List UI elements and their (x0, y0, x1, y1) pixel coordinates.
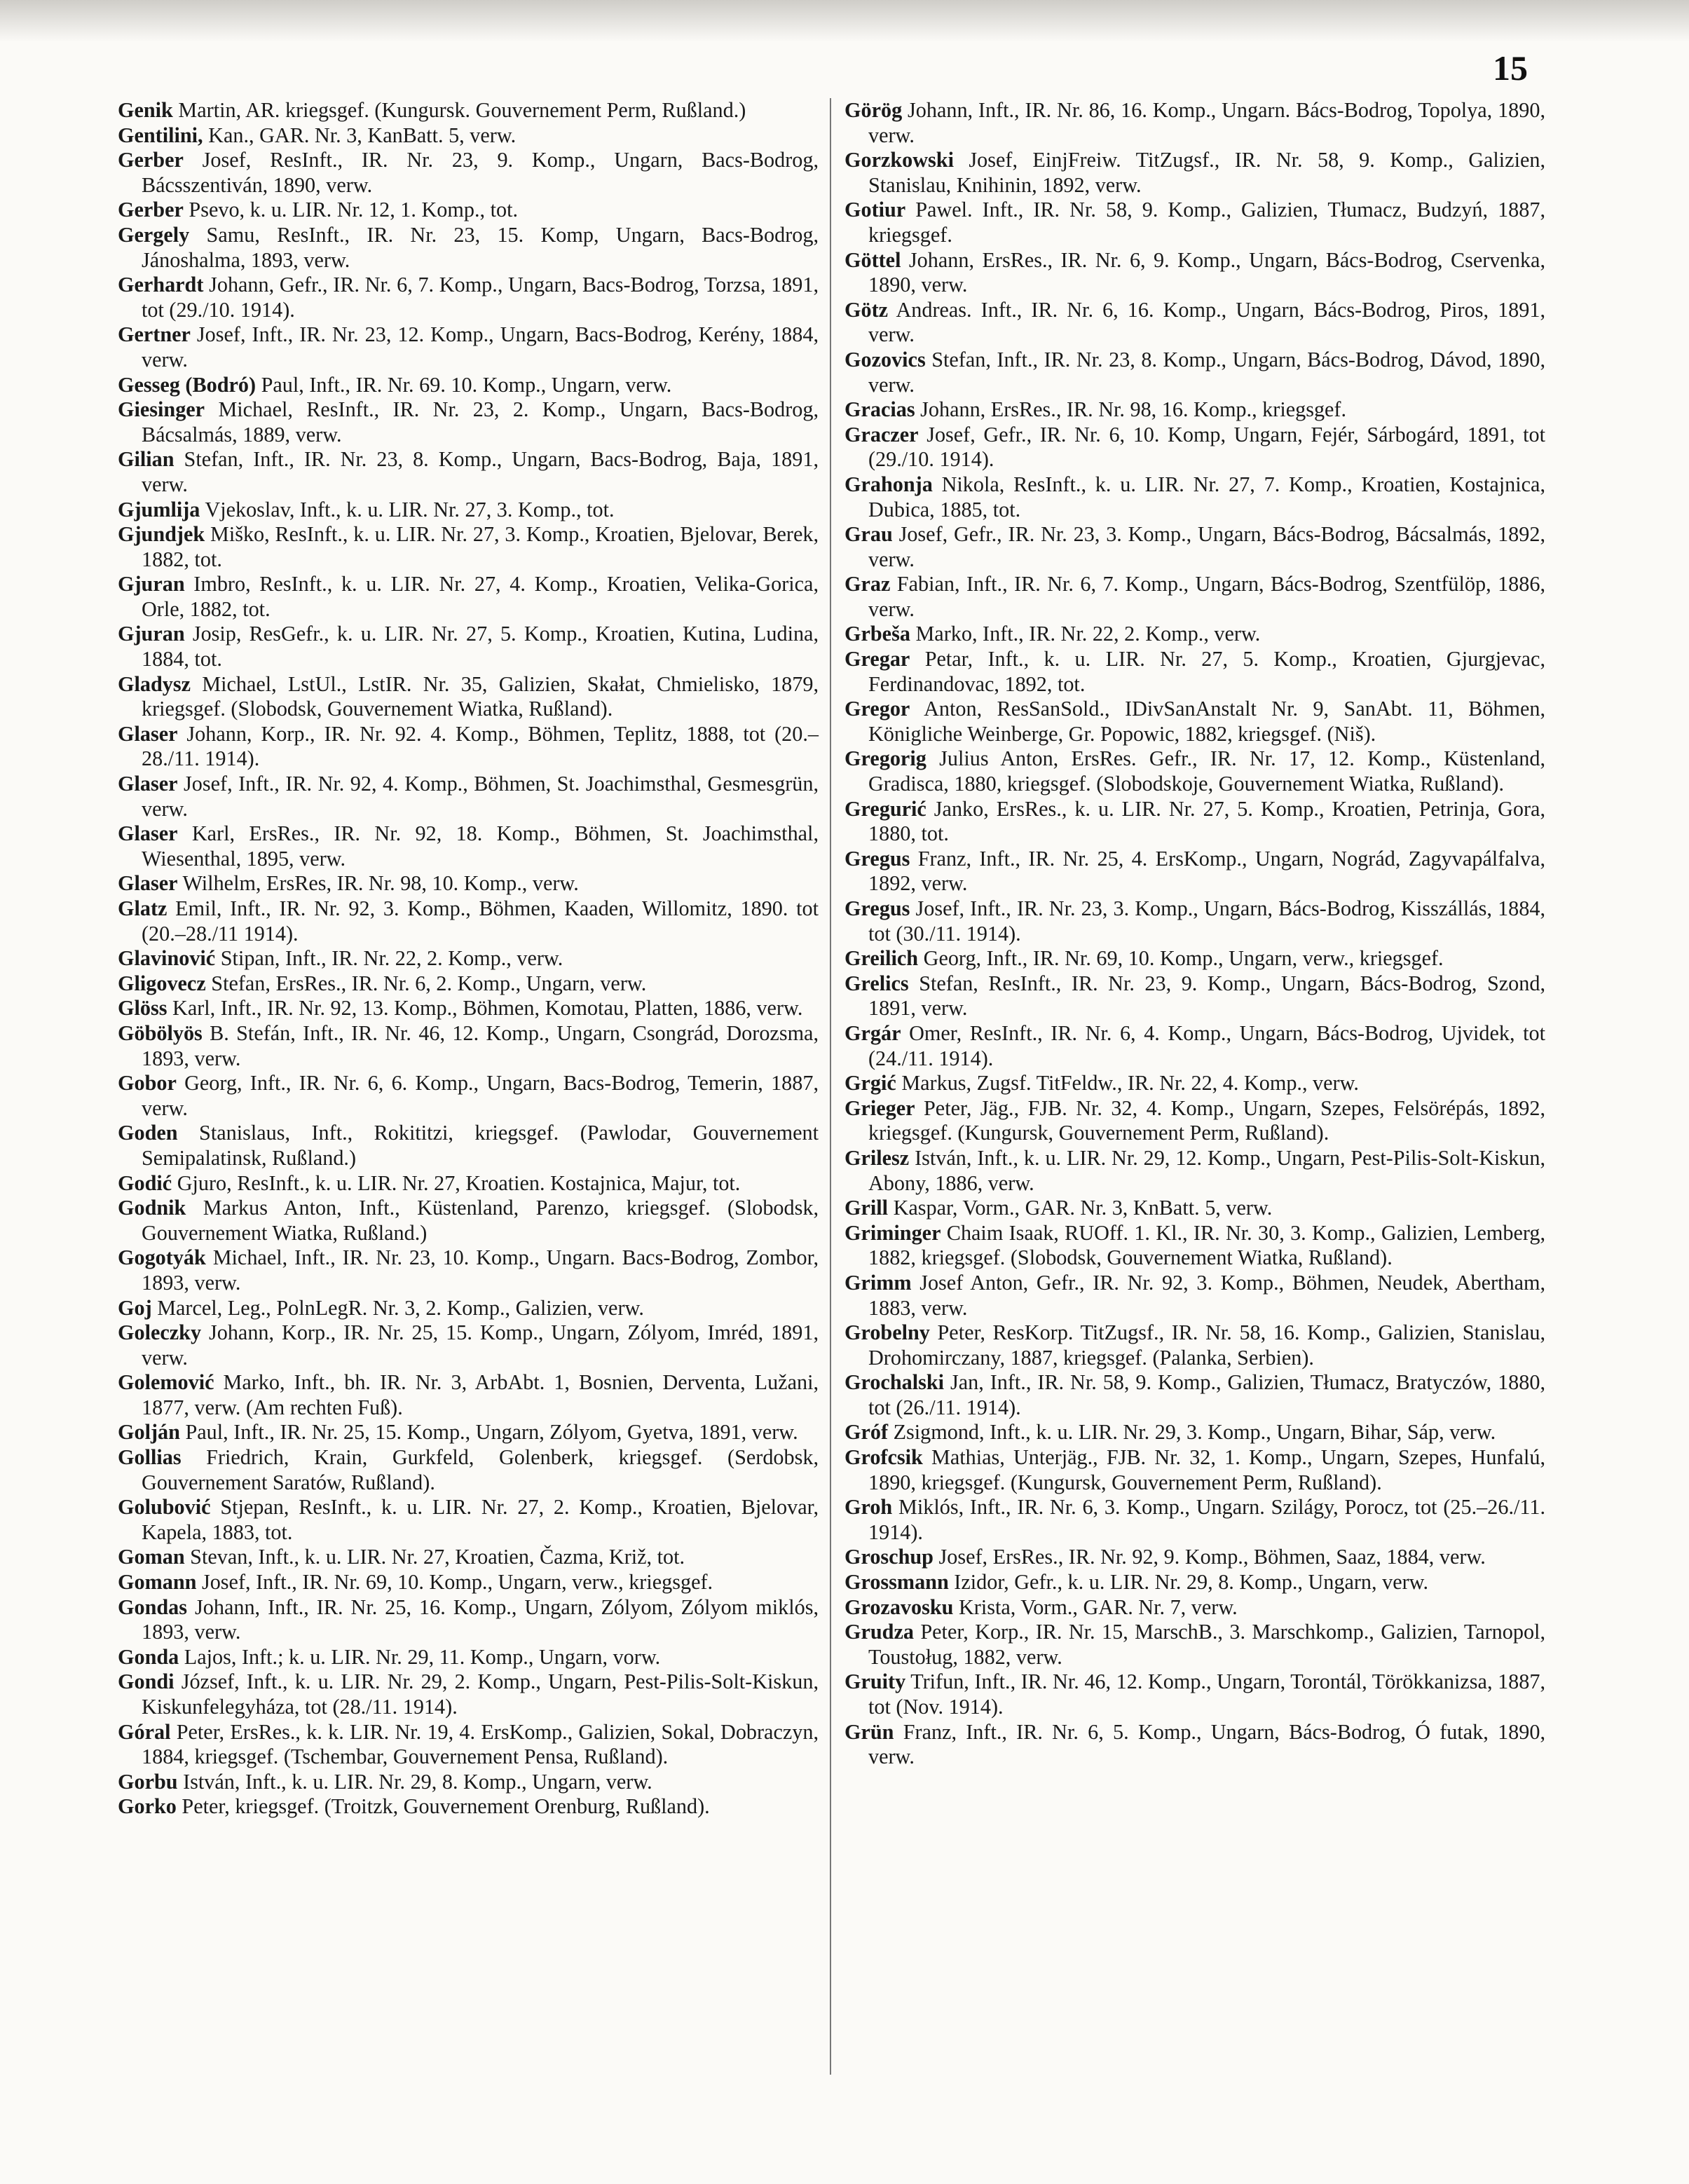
entry (118, 1121, 819, 1171)
entry-text: Kaspar, Vorm., GAR. Nr. 3, KnBatt. 5, verw. (888, 1196, 1273, 1220)
entry-text: Stevan, Inft., k. u. LIR. Nr. 27, Kroatien, Čazma, Križ, tot. (184, 1545, 685, 1569)
entry-text: Stefan, ResInft., IR. Nr. 23, 9. Komp., Ungarn, Bács-Bodrog, Szond, 1891, verw. (868, 971, 1545, 1021)
entry (118, 1770, 819, 1795)
entry-name: Glatz (118, 896, 167, 920)
entry-text: Chaim Isaak, RUOff. 1. Kl., IR. Nr. 30, 3. Komp., Galizien, Lemberg, 1882, kriegsgef. (Slobodsk, Gouvernement Wiatka, Rußland). (868, 1220, 1545, 1270)
entry (844, 472, 1545, 522)
entry (118, 148, 819, 198)
entry-name: Gladysz (118, 671, 191, 696)
entry (118, 1670, 819, 1719)
entry-text: Marko, Inft., IR. Nr. 22, 2. Komp., verw. (910, 622, 1261, 646)
entry-text: Fabian, Inft., IR. Nr. 6, 7. Komp., Ungarn, Bács-Bodrog, Szentfülöp, 1886, verw. (868, 572, 1545, 621)
entry (844, 1320, 1545, 1370)
entry (118, 996, 819, 1021)
entry (118, 1495, 819, 1545)
entry (844, 797, 1545, 847)
entry-name: Gondas (118, 1595, 187, 1619)
entry (844, 1021, 1545, 1071)
entry-name: Gjundjek (118, 522, 205, 547)
entry-text: Josef, Inft., IR. Nr. 92, 4. Komp., Böhmen, St. Joachimsthal, Gesmesgrün, verw. (142, 772, 819, 821)
entry-name: Gregus (844, 896, 910, 920)
entry-text: Johann, ErsRes., IR. Nr. 6, 9. Komp., Ungarn, Bács-Bodrog, Cservenka, 1890, verw. (868, 247, 1545, 297)
entry-text: Josef, Inft., IR. Nr. 23, 12. Komp., Ungarn, Bacs-Bodrog, Kerény, 1884, verw. (142, 322, 819, 371)
entry-name: Grossmann (844, 1570, 949, 1595)
entry (118, 322, 819, 372)
entry (118, 373, 819, 398)
entry-name: Gozovics (844, 347, 926, 371)
entry (844, 1595, 1545, 1620)
entry-text: Markus, Zugsf. TitFeldw., IR. Nr. 22, 4. Komp., verw. (896, 1071, 1359, 1096)
entry-name: Göbölyös (118, 1021, 203, 1045)
entry-text: Michael, ResInft., IR. Nr. 23, 2. Komp., Ungarn, Bacs-Bodrog, Bácsalmás, 1889, verw. (142, 397, 819, 446)
entry (844, 348, 1545, 397)
entry-name: Gregurić (844, 796, 926, 821)
entry (118, 1794, 819, 1820)
entry-text: Omer, ResInft., IR. Nr. 6, 4. Komp., Ungarn, Bács-Bodrog, Ujvidek, tot (24./11. 1914). (868, 1021, 1545, 1070)
entry-text: Georg, Inft., IR. Nr. 69, 10. Komp., Ungarn, verw., kriegsgef. (918, 946, 1444, 971)
entry (844, 423, 1545, 472)
entry-name: Gracias (844, 397, 915, 422)
entry-text: Peter, ResKorp. TitZugsf., IR. Nr. 58, 16. Komp., Galizien, Stanislau, Drohomirczany, 1887, kriegsgef. (Palanka, Serbien). (868, 1320, 1545, 1370)
entry-name: Groh (844, 1495, 893, 1520)
entry-name: Gollias (118, 1445, 182, 1470)
entry-name: Grobelny (844, 1320, 930, 1345)
entry-text: Johann, ErsRes., IR. Nr. 98, 16. Komp., kriegsgef. (915, 397, 1347, 422)
entry-name: Glaser (118, 721, 178, 746)
entry-name: Gregorig (844, 746, 926, 771)
entry-text: B. Stefán, Inft., IR. Nr. 46, 12. Komp., Ungarn, Csongrád, Dorozsma, 1893, verw. (142, 1021, 819, 1070)
entry (844, 1196, 1545, 1221)
entry-text: István, Inft., k. u. LIR. Nr. 29, 12. Komp., Ungarn, Pest-Pilis-Solt-Kiskun, Abony, 1886, verw. (868, 1145, 1545, 1195)
entry-name: Göttel (844, 247, 901, 272)
entry-name: Gregar (844, 647, 910, 671)
entry (844, 697, 1545, 746)
entry-name: Gjuran (118, 622, 185, 646)
entry (844, 1445, 1545, 1495)
entry (844, 1570, 1545, 1595)
entry-name: Gerber (118, 198, 184, 222)
entry-text: Stefan, Inft., IR. Nr. 23, 8. Komp., Ungarn, Bacs-Bodrog, Baja, 1891, verw. (142, 447, 819, 496)
entry-name: Glavinović (118, 946, 216, 971)
entry-name: Gorbu (118, 1769, 178, 1794)
entry-name: Goleczky (118, 1320, 202, 1345)
entry-text: Petar, Inft., k. u. LIR. Nr. 27, 5. Komp., Kroatien, Gjurgjevac, Ferdinandovac, 1892, tot. (868, 647, 1545, 696)
entry-text: Josef, ResInft., IR. Nr. 23, 9. Komp., Ungarn, Bacs-Bodrog, Bácsszentiván, 1890, verw. (142, 148, 819, 197)
entry-text: Stanislaus, Inft., Rokititzi, kriegsgef. (Pawlodar, Gouvernement Semipalatinsk, Rußland.) (142, 1121, 819, 1170)
page-number: 15 (1493, 48, 1528, 88)
entry-text: Friedrich, Krain, Gurkfeld, Golenberk, kriegsgef. (Serdobsk, Gouvernement Saratów, Rußland). (142, 1445, 819, 1494)
entry-name: Gotiur (844, 198, 906, 222)
entry (118, 672, 819, 722)
entry-name: Griminger (844, 1220, 941, 1245)
entry-text: Julius Anton, ErsRes. Gefr., IR. Nr. 17, 12. Komp., Küstenland, Gradisca, 1880, kriegsgef. (Slobodskoje, Gouvernement Wiatka, Rußland). (868, 746, 1545, 796)
entry-text: Stefan, ErsRes., IR. Nr. 6, 2. Komp., Ungarn, verw. (205, 971, 647, 995)
entry-text: Josip, ResGefr., k. u. LIR. Nr. 27, 5. Komp., Kroatien, Kutina, Ludina, 1884, tot. (142, 622, 819, 671)
entry (118, 273, 819, 322)
entry-text: Josef, ErsRes., IR. Nr. 92, 9. Komp., Böhmen, Saaz, 1884, verw. (933, 1545, 1486, 1569)
entry-text: Psevo, k. u. LIR. Nr. 12, 1. Komp., tot. (183, 198, 519, 222)
entry (118, 1420, 819, 1445)
entry-text: Martin, AR. kriegsgef. (Kungursk. Gouvernement Perm, Rußland.) (172, 98, 746, 122)
entry (118, 896, 819, 946)
entry (118, 722, 819, 772)
entry-name: Grilesz (844, 1145, 910, 1170)
entry-name: Goden (118, 1121, 178, 1145)
entry-name: Gobor (118, 1071, 177, 1096)
entry-name: Genik (118, 98, 173, 122)
entry (118, 622, 819, 671)
entry (844, 198, 1545, 247)
entry-text: Janko, ErsRes., k. u. LIR. Nr. 27, 5. Komp., Kroatien, Petrinja, Gora, 1880, tot. (868, 796, 1545, 846)
entry-text: Mathias, Unterjäg., FJB. Nr. 32, 1. Komp., Ungarn, Szepes, Hunfalú, 1890, kriegsgef. (Kungursk, Gouvernement Perm, Rußland). (868, 1445, 1545, 1494)
entry (118, 223, 819, 273)
entry-name: Grahonja (844, 472, 933, 496)
entry-name: Grieger (844, 1096, 915, 1120)
entry-name: Godnik (118, 1196, 186, 1220)
entry (844, 1420, 1545, 1445)
entry (844, 248, 1545, 298)
entry-name: Gorzkowski (844, 148, 954, 172)
entry-text: Josef, Inft., IR. Nr. 69, 10. Komp., Ungarn, verw., kriegsgef. (196, 1570, 713, 1595)
entry-text: Josef, Gefr., IR. Nr. 23, 3. Komp., Ungarn, Bács-Bodrog, Bácsalmás, 1892, verw. (868, 522, 1545, 571)
entry-name: Gerber (118, 148, 184, 172)
entry (844, 971, 1545, 1021)
entry-text: Pawel. Inft., IR. Nr. 58, 9. Komp., Galizien, Tłumacz, Budzyń, 1887, kriegsgef. (868, 198, 1545, 247)
entry (118, 1171, 819, 1196)
entry-name: Grozavosku (844, 1595, 954, 1619)
entry-name: Grelics (844, 971, 909, 995)
entry (118, 1595, 819, 1645)
entry-name: Góral (118, 1719, 171, 1744)
entry-text: Johann, Korp., IR. Nr. 92. 4. Komp., Böhmen, Teplitz, 1888, tot (20.–28./11. 1914). (142, 721, 819, 771)
entry-name: Grochalski (844, 1370, 945, 1395)
entry (844, 1096, 1545, 1146)
entry-name: Goman (118, 1545, 185, 1569)
entry (118, 198, 819, 223)
entry (844, 1071, 1545, 1096)
entry (118, 1245, 819, 1295)
entry-name: Gruity (844, 1670, 906, 1694)
entry-name: Groschup (844, 1545, 934, 1569)
entry-name: Grill (844, 1196, 889, 1220)
entry-name: Gonda (118, 1644, 179, 1669)
entry (118, 522, 819, 572)
entry-name: Goj (118, 1295, 152, 1320)
entry-text: Josef, Inft., IR. Nr. 23, 3. Komp., Ungarn, Bács-Bodrog, Kisszállás, 1884, tot (30./11. 1914). (868, 896, 1545, 946)
entry-text: Peter, ErsRes., k. k. LIR. Nr. 19, 4. ErsKomp., Galizien, Sokal, Dobraczyn, 1884, kriegsgef. (Tschembar, Gouvernement Pensa, Rußland). (142, 1719, 819, 1769)
entry (844, 572, 1545, 622)
entry (118, 772, 819, 821)
entry-text: Krista, Vorm., GAR. Nr. 7, verw. (953, 1595, 1238, 1619)
entry-text: Kan., GAR. Nr. 3, KanBatt. 5, verw. (203, 123, 517, 147)
entry-name: Gregor (844, 697, 910, 721)
entry-text: Peter, Jäg., FJB. Nr. 32, 4. Komp., Ungarn, Szepes, Felsörépás, 1892, kriegsgef. (Kungursk, Gouvernement Perm, Rußland). (868, 1096, 1545, 1145)
entry (844, 298, 1545, 348)
entry (118, 1370, 819, 1420)
entry (118, 946, 819, 971)
entry (844, 647, 1545, 697)
entry-text: István, Inft., k. u. LIR. Nr. 29, 8. Komp., Ungarn, verw. (177, 1769, 652, 1794)
entry (844, 1271, 1545, 1320)
entry-text: József, Inft., k. u. LIR. Nr. 29, 2. Komp., Ungarn, Pest-Pilis-Solt-Kiskun, Kiskunfelegyháza, tot (28./11. 1914). (142, 1670, 819, 1719)
right-column (844, 98, 1545, 1770)
entry-text: Josef Anton, Gefr., IR. Nr. 92, 3. Komp., Böhmen, Neudek, Abertham, 1883, verw. (868, 1270, 1545, 1320)
entry-name: Golemović (118, 1370, 214, 1395)
entry-text: Marko, Inft., bh. IR. Nr. 3, ArbAbt. 1, Bosnien, Derventa, Lužani, 1877, verw. (Am rechten Fuß). (142, 1370, 819, 1419)
entry-name: Grgár (844, 1021, 901, 1045)
entry-name: Grgić (844, 1071, 896, 1096)
entry (844, 946, 1545, 971)
entry-name: Gondi (118, 1670, 175, 1694)
entry (118, 1071, 819, 1121)
entry-text: Vjekoslav, Inft., k. u. LIR. Nr. 27, 3. Komp., tot. (200, 497, 615, 521)
entry-text: Trifun, Inft., IR. Nr. 46, 12. Komp., Ungarn, Torontál, Törökkanizsa, 1887, tot (Nov. 1914). (868, 1670, 1545, 1719)
entry-name: Gergely (118, 222, 190, 247)
entry (844, 896, 1545, 946)
entry (118, 397, 819, 447)
entry-text: Markus Anton, Inft., Küstenland, Parenzo, kriegsgef. (Slobodsk, Gouvernement Wiatka, Rußland.) (142, 1196, 819, 1245)
entry (118, 1645, 819, 1670)
entry-text: Nikola, ResInft., k. u. LIR. Nr. 27, 7. Komp., Kroatien, Kostajnica, Dubica, 1885, tot. (868, 472, 1545, 521)
entry-text: Paul, Inft., IR. Nr. 25, 15. Komp., Ungarn, Zólyom, Gyetva, 1891, verw. (179, 1420, 798, 1445)
entry-text: Stjepan, ResInft., k. u. LIR. Nr. 27, 2. Komp., Kroatien, Bjelovar, Kapela, 1883, tot. (142, 1495, 819, 1544)
entry-text: Zsigmond, Inft., k. u. LIR. Nr. 29, 3. Komp., Ungarn, Bihar, Sáp, verw. (888, 1420, 1496, 1445)
entry-name: Gjumlija (118, 497, 200, 521)
entry-name: Gregus (844, 846, 910, 871)
entry-text: Jan, Inft., IR. Nr. 58, 9. Komp., Galizien, Tłumacz, Bratyczów, 1880, tot (26./11. 1914). (868, 1370, 1545, 1419)
entry (844, 397, 1545, 423)
entry (118, 1545, 819, 1570)
entry-text: Gjuro, ResInft., k. u. LIR. Nr. 27, Kroatien. Kostajnica, Majur, tot. (172, 1171, 741, 1195)
entry (844, 1670, 1545, 1719)
scan-top-shadow (0, 0, 1689, 42)
entry-name: Görög (844, 98, 903, 122)
entry-name: Gomann (118, 1570, 197, 1595)
entry (844, 1495, 1545, 1545)
entry (844, 1545, 1545, 1570)
entry-name: Gróf (844, 1420, 889, 1445)
entry-text: Karl, ErsRes., IR. Nr. 92, 18. Komp., Böhmen, St. Joachimsthal, Wiesenthal, 1895, verw. (142, 821, 819, 871)
entry (118, 1296, 819, 1321)
entry (118, 447, 819, 497)
entry-name: Grudza (844, 1620, 914, 1644)
entry-text: Anton, ResSanSold., IDivSanAnstalt Nr. 9, SanAbt. 11, Böhmen, Königliche Weinberge, Gr. Popowic, 1882, kriegsgef. (Niš). (868, 697, 1545, 746)
entry-name: Greilich (844, 946, 919, 971)
entry (118, 871, 819, 896)
entry-text: Emil, Inft., IR. Nr. 92, 3. Komp., Böhmen, Kaaden, Willomitz, 1890. tot (20.–28./11 1914). (142, 896, 819, 946)
entry (118, 123, 819, 149)
entry-name: Gligovecz (118, 971, 206, 995)
entry (118, 98, 819, 123)
entry-text: Johann, Korp., IR. Nr. 25, 15. Komp., Ungarn, Zólyom, Imréd, 1891, verw. (142, 1320, 819, 1370)
entry-text: Johann, Gefr., IR. Nr. 6, 7. Komp., Ungarn, Bacs-Bodrog, Torzsa, 1891, tot (29./10. 1914). (142, 273, 819, 322)
entry (118, 572, 819, 622)
entry-text: Franz, Inft., IR. Nr. 25, 4. ErsKomp., Ungarn, Nográd, Zagyvapálfalva, 1892, verw. (868, 846, 1545, 896)
entry (118, 1720, 819, 1770)
entry-name: Gesseg (Bodró) (118, 372, 257, 397)
entry (118, 1021, 819, 1071)
entry-name: Graz (844, 572, 891, 596)
entry-text: Wilhelm, ErsRes, IR. Nr. 98, 10. Komp., verw. (177, 871, 579, 896)
entry (118, 1445, 819, 1495)
entry-name: Glöss (118, 996, 167, 1021)
entry-name: Gogotyák (118, 1245, 206, 1270)
entry (118, 821, 819, 871)
entry (844, 847, 1545, 896)
entry (118, 1320, 819, 1370)
entry (118, 498, 819, 523)
entry (118, 1570, 819, 1595)
entry-name: Grofcsik (844, 1445, 923, 1470)
entry-name: Gertner (118, 322, 191, 347)
entry-name: Giesinger (118, 397, 205, 422)
entry (844, 746, 1545, 796)
entry-text: Lajos, Inft.; k. u. LIR. Nr. 29, 11. Komp., Ungarn, vorw. (179, 1644, 661, 1669)
entry (844, 522, 1545, 572)
entry-name: Gentilini, (118, 123, 203, 147)
entry-name: Golubović (118, 1495, 211, 1520)
entry-name: Gorko (118, 1794, 177, 1819)
entry-name: Glaser (118, 772, 178, 796)
entry (844, 1620, 1545, 1670)
entry-text: Johann, Inft., IR. Nr. 86, 16. Komp., Ungarn. Bács-Bodrog, Topolya, 1890, verw. (868, 98, 1545, 147)
entry-text: Michael, Inft., IR. Nr. 23, 10. Komp., Ungarn. Bacs-Bodrog, Zombor, 1893, verw. (142, 1245, 819, 1295)
entry-text: Michael, LstUl., LstIR. Nr. 35, Galizien, Skałat, Chmielisko, 1879, kriegsgef. (Slobodsk, Gouvernement Wiatka, Rußland). (142, 671, 819, 721)
entry-text: Franz, Inft., IR. Nr. 6, 5. Komp., Ungarn, Bács-Bodrog, Ó futak, 1890, verw. (868, 1719, 1545, 1769)
entry-text: Izidor, Gefr., k. u. LIR. Nr. 29, 8. Komp., Ungarn, verw. (948, 1570, 1429, 1595)
entry-name: Gerhardt (118, 273, 204, 297)
entry-text: Andreas. Inft., IR. Nr. 6, 16. Komp., Ungarn, Bács-Bodrog, Piros, 1891, verw. (868, 297, 1545, 347)
entry-name: Glaser (118, 821, 178, 846)
entry-name: Godić (118, 1171, 172, 1195)
entry (118, 971, 819, 997)
entry (844, 1221, 1545, 1271)
entry-name: Götz (844, 297, 889, 322)
entry-name: Grbeša (844, 622, 910, 646)
left-column (118, 98, 819, 1820)
entry-text: Peter, Korp., IR. Nr. 15, MarschB., 3. Marschkomp., Galizien, Tarnopol, Toustoług, 1882, verw. (868, 1620, 1545, 1669)
entry-text: Paul, Inft., IR. Nr. 69. 10. Komp., Ungarn, verw. (256, 372, 672, 397)
entry-name: Graczer (844, 422, 919, 446)
entry (844, 1146, 1545, 1196)
entry-text: Karl, Inft., IR. Nr. 92, 13. Komp., Böhmen, Komotau, Platten, 1886, verw. (167, 996, 803, 1021)
entry-text: Josef, Gefr., IR. Nr. 6, 10. Komp, Ungarn, Fejér, Sárbogárd, 1891, tot (29./10. 1914). (868, 422, 1545, 472)
entry-text: Miško, ResInft., k. u. LIR. Nr. 27, 3. Komp., Kroatien, Bjelovar, Berek, 1882, tot. (142, 522, 819, 571)
entry-text: Samu, ResInft., IR. Nr. 23, 15. Komp, Ungarn, Bacs-Bodrog, Jánoshalma, 1893, verw. (142, 222, 819, 272)
entry-name: Golján (118, 1420, 180, 1445)
entry-name: Glaser (118, 871, 178, 896)
entry-name: Gilian (118, 447, 175, 472)
entry (118, 1196, 819, 1245)
entry-text: Georg, Inft., IR. Nr. 6, 6. Komp., Ungarn, Bacs-Bodrog, Temerin, 1887, verw. (142, 1071, 819, 1120)
entry (844, 98, 1545, 148)
entry-text: Stipan, Inft., IR. Nr. 22, 2. Komp., verw. (215, 946, 563, 971)
entry (844, 1720, 1545, 1770)
entry-name: Grün (844, 1719, 894, 1744)
entry-name: Grimm (844, 1270, 912, 1295)
entry-text: Marcel, Leg., PolnLegR. Nr. 3, 2. Komp., Galizien, verw. (151, 1295, 644, 1320)
entry-text: Johann, Inft., IR. Nr. 25, 16. Komp., Ungarn, Zólyom, Zólyom miklós, 1893, verw. (142, 1595, 819, 1644)
entry (844, 1370, 1545, 1420)
entry-name: Gjuran (118, 572, 185, 596)
column-divider (830, 98, 831, 2075)
entry-text: Josef, EinjFreiw. TitZugsf., IR. Nr. 58, 9. Komp., Galizien, Stanislau, Knihinin, 1892, verw. (868, 148, 1545, 197)
entry-text: Imbro, ResInft., k. u. LIR. Nr. 27, 4. Komp., Kroatien, Velika-Gorica, Orle, 1882, tot. (142, 572, 819, 621)
entry-text: Stefan, Inft., IR. Nr. 23, 8. Komp., Ungarn, Bács-Bodrog, Dávod, 1890, verw. (868, 347, 1545, 397)
entry (844, 622, 1545, 647)
entry (844, 148, 1545, 198)
entry-text: Miklós, Inft., IR. Nr. 6, 3. Komp., Ungarn. Szilágy, Porocz, tot (25.–26./11. 1914). (868, 1495, 1545, 1544)
entry-text: Peter, kriegsgef. (Troitzk, Gouvernement Orenburg, Rußland). (176, 1794, 710, 1819)
entry-name: Grau (844, 522, 893, 547)
